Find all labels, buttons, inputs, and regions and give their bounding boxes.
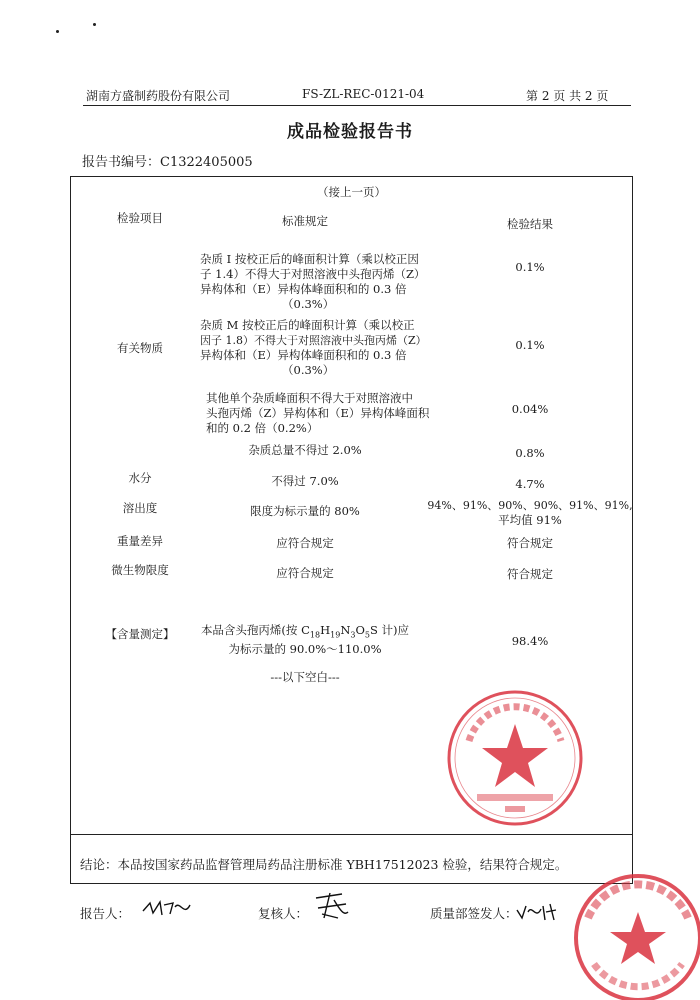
qa-signature bbox=[514, 900, 560, 924]
standard-microbial-limit: 应符合规定 bbox=[276, 566, 334, 580]
result-water: 4.7% bbox=[515, 477, 545, 491]
conclusion-text: 结论：本品按国家药品监督管理局药品注册标准 YBH17512023 检验，结果符合规定。 bbox=[80, 857, 568, 872]
standard-assay: 本品含头孢丙烯(按 $C_{18}H_{19}N_3O_5S$ 计)应 为标示量的 90.0%～110.0% bbox=[200, 623, 410, 657]
result-impurity-i: 0.1% bbox=[515, 260, 545, 274]
company-seal-stamp bbox=[443, 686, 587, 830]
result-microbial-limit: 符合规定 bbox=[507, 567, 553, 581]
reporter-label: 报告人： bbox=[80, 906, 131, 921]
standard-weight-variation: 应符合规定 bbox=[276, 536, 334, 550]
qa-signatory-label: 质量部签发人： bbox=[430, 906, 518, 921]
page-indicator: 第 2 页 共 2 页 bbox=[526, 89, 609, 103]
standard-dissolution: 限度为标示量的 80% bbox=[250, 504, 360, 518]
result-impurity-m: 0.1% bbox=[515, 338, 545, 352]
item-weight-variation: 重量差异 bbox=[117, 534, 163, 548]
result-weight-variation: 符合规定 bbox=[507, 536, 553, 550]
standard-water: 不得过 7.0% bbox=[271, 474, 339, 488]
item-dissolution: 溶出度 bbox=[122, 501, 158, 515]
conclusion-divider bbox=[70, 834, 633, 835]
document-code: FS-ZL-REC-0121-04 bbox=[302, 87, 425, 101]
item-assay: 【含量测定】 bbox=[105, 627, 175, 641]
item-water: 水分 bbox=[128, 471, 152, 485]
col-header-standard: 标准规定 bbox=[282, 214, 328, 228]
speck bbox=[56, 30, 59, 33]
result-assay: 98.4% bbox=[511, 634, 549, 648]
reviewer-label: 复核人： bbox=[258, 906, 309, 921]
col-header-result: 检验结果 bbox=[507, 217, 553, 231]
continued-note: （接上一页） bbox=[317, 185, 386, 199]
blank-below-note: ---以下空白--- bbox=[270, 670, 340, 684]
reporter-signature bbox=[140, 897, 194, 919]
standard-total-impurity: 杂质总量不得过 2.0% bbox=[248, 443, 362, 457]
report-number: 报告书编号：C1322405005 bbox=[82, 155, 253, 170]
molecular-formula: $C_{18}H_{19}N_3O_5S$ bbox=[301, 623, 378, 640]
standard-other-impurity: 其他单个杂质峰面积不得大于对照溶液中 头孢丙烯（Z）异构体和（E）异构体峰面积 和的 0.2 倍（0.2%） bbox=[206, 391, 430, 435]
company-name: 湖南方盛制药股份有限公司 bbox=[86, 89, 231, 103]
result-other-impurity: 0.04% bbox=[511, 402, 549, 416]
speck bbox=[93, 23, 96, 26]
document-title: 成品检验报告书 bbox=[287, 122, 413, 142]
result-dissolution: 94%、91%、90%、90%、91%、91%, 平均值 91% bbox=[427, 499, 633, 527]
header-rule bbox=[83, 105, 631, 106]
quality-assurance-stamp bbox=[570, 868, 700, 1000]
reviewer-signature bbox=[312, 890, 352, 922]
item-related-substances: 有关物质 bbox=[117, 341, 163, 355]
standard-impurity-m: 杂质 M 按校正后的峰面积计算（乘以校正 因子 1.8）不得大于对照溶液中头孢丙烯（Z） 异构体和（E）异构体峰面积和的 0.3 倍 （0.3%） bbox=[200, 318, 427, 377]
item-microbial-limit: 微生物限度 bbox=[111, 563, 169, 577]
result-total-impurity: 0.8% bbox=[515, 446, 545, 460]
standard-impurity-i: 杂质 I 按校正后的峰面积计算（乘以校正因 子 1.4）不得大于对照溶液中头孢丙烯（Z） 异构体和（E）异构体峰面积和的 0.3 倍 （0.3%） bbox=[200, 252, 426, 311]
col-header-item: 检验项目 bbox=[117, 211, 163, 225]
